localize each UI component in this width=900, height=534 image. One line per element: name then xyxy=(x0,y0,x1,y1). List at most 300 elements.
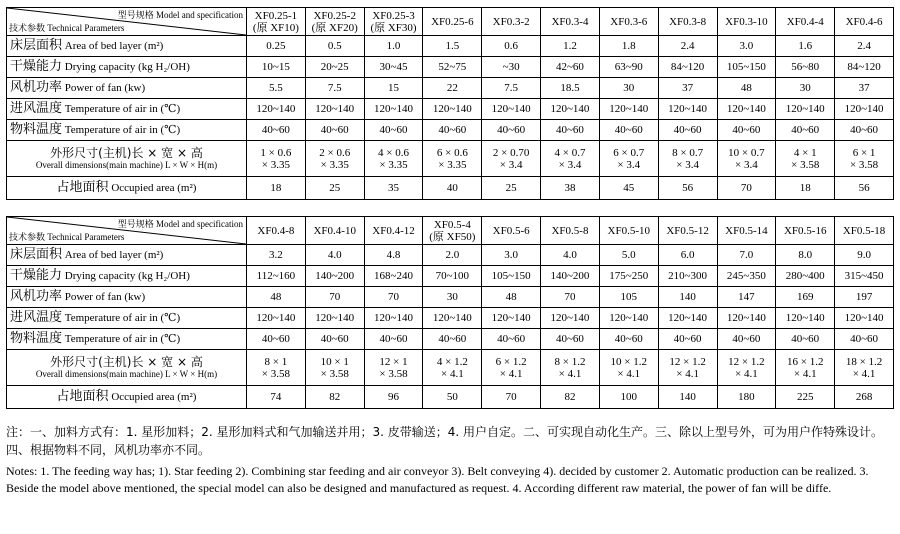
model-name: XF0.5-10 xyxy=(607,224,651,237)
dimension-value-cell xyxy=(482,350,541,386)
value-cell: 120~140 xyxy=(364,99,423,120)
dimension-line-1: 1 × 0.6 xyxy=(260,146,292,159)
value-cell: 84~120 xyxy=(658,57,717,78)
value-cell: 48 xyxy=(247,287,306,308)
header-param-label: 技术参数 Technical Parameters xyxy=(9,232,125,242)
dimension-line-2: × 4.1 xyxy=(793,367,817,380)
value-cell: 38 xyxy=(541,177,600,200)
param-label-zh: 床层面积 xyxy=(10,247,63,262)
dimension-value-cell xyxy=(717,141,776,177)
dimension-value-cell xyxy=(364,350,423,386)
param-label-cell xyxy=(7,266,247,287)
dimension-value-cell xyxy=(305,350,364,386)
dimension-line-1: 8 × 0.7 xyxy=(672,146,704,159)
value-cell: 105~150 xyxy=(482,266,541,287)
dimension-value-cell xyxy=(247,141,306,177)
value-cell: 120~140 xyxy=(599,99,658,120)
value-cell: 82 xyxy=(541,386,600,409)
value-cell: 120~140 xyxy=(717,99,776,120)
spec-table-1 xyxy=(6,7,894,200)
occupied-area-label-cell xyxy=(7,177,247,200)
param-label-zh: 干燥能力 xyxy=(10,268,63,283)
dimension-line-2: × 3.58 xyxy=(261,367,291,380)
model-header-row xyxy=(7,8,894,36)
dimension-value-cell xyxy=(482,141,541,177)
dimension-line-2: × 4.1 xyxy=(735,367,758,380)
param-label-zh: 风机功率 xyxy=(10,289,63,304)
value-cell: 40~60 xyxy=(599,120,658,141)
value-cell: 3.0 xyxy=(482,245,541,266)
value-cell: 120~140 xyxy=(305,308,364,329)
model-name: XF0.5-18 xyxy=(842,224,886,237)
value-cell: 30~45 xyxy=(364,57,423,78)
value-cell: 210~300 xyxy=(658,266,717,287)
param-row xyxy=(7,99,894,120)
occupied-area-label-cell xyxy=(7,386,247,409)
value-cell: 2.0 xyxy=(423,245,482,266)
value-cell: 1.8 xyxy=(599,36,658,57)
occupied-area-label-en: Occupied area (m²) xyxy=(111,182,197,194)
value-cell: 197 xyxy=(835,287,894,308)
param-row xyxy=(7,57,894,78)
value-cell: 70 xyxy=(541,287,600,308)
param-label-en: Drying capacity (kg H₂/OH) xyxy=(64,270,190,282)
value-cell: 40~60 xyxy=(835,329,894,350)
dimension-line-2: × 3.35 xyxy=(438,158,467,171)
header-diagonal-cell xyxy=(7,217,247,245)
value-cell: 105 xyxy=(599,287,658,308)
dimension-line-1: 2 × 0.70 xyxy=(492,146,530,159)
value-cell: 120~140 xyxy=(835,99,894,120)
value-cell: 18.5 xyxy=(541,78,600,99)
value-cell: 147 xyxy=(717,287,776,308)
dimension-line-2: × 3.4 xyxy=(499,158,523,171)
dimension-line-1: 16 × 1.2 xyxy=(786,355,824,368)
model-header-cell xyxy=(305,8,364,36)
dimension-line-1: 6 × 1 xyxy=(852,146,876,159)
dimension-line-2: × 4.1 xyxy=(852,367,876,380)
value-cell: 37 xyxy=(835,78,894,99)
dimension-line-2: × 3.35 xyxy=(261,158,291,171)
param-label-zh: 物料温度 xyxy=(10,331,63,346)
value-cell: 22 xyxy=(423,78,482,99)
value-cell: 0.25 xyxy=(247,36,306,57)
value-cell: 40~60 xyxy=(776,329,835,350)
value-cell: 15 xyxy=(364,78,423,99)
param-label-en: Temperature of air in (℃) xyxy=(64,312,181,324)
value-cell: 40~60 xyxy=(423,120,482,141)
model-name: XF0.4-8 xyxy=(257,224,295,237)
header-model-label: 型号规格 Model and specification xyxy=(117,10,243,20)
value-cell: 40~60 xyxy=(247,120,306,141)
value-cell: 70 xyxy=(717,177,776,200)
dimension-line-2: × 3.58 xyxy=(320,367,349,380)
model-name: XF0.5-8 xyxy=(551,224,589,237)
value-cell: 140 xyxy=(658,386,717,409)
value-cell: 120~140 xyxy=(599,308,658,329)
value-cell: 105~150 xyxy=(717,57,776,78)
value-cell: 30 xyxy=(599,78,658,99)
value-cell: 52~75 xyxy=(423,57,482,78)
value-cell: 3.0 xyxy=(717,36,776,57)
model-name: XF0.3-10 xyxy=(725,15,768,28)
notes-section xyxy=(6,423,894,497)
dimension-line-1: 6 × 0.6 xyxy=(436,146,468,159)
param-label-en: Temperature of air in (℃) xyxy=(64,103,181,115)
model-name: XF0.4-10 xyxy=(313,224,356,237)
dimension-line-2: × 3.35 xyxy=(320,158,349,171)
dimension-line-2: × 3.4 xyxy=(558,158,582,171)
value-cell: 120~140 xyxy=(247,99,306,120)
model-header-cell xyxy=(364,217,423,245)
dimensions-label-cell xyxy=(7,350,247,386)
value-cell: 120~140 xyxy=(423,308,482,329)
model-header-cell xyxy=(364,8,423,36)
value-cell: 40~60 xyxy=(423,329,482,350)
value-cell: 120~140 xyxy=(482,99,541,120)
dimension-line-2: × 4.1 xyxy=(440,367,464,380)
value-cell: 1.0 xyxy=(364,36,423,57)
value-cell: 70~100 xyxy=(423,266,482,287)
value-cell: 25 xyxy=(305,177,364,200)
model-former-name: (原 XF30) xyxy=(370,21,417,34)
value-cell: 169 xyxy=(776,287,835,308)
value-cell: 3.2 xyxy=(247,245,306,266)
model-name: XF0.4-4 xyxy=(786,15,824,28)
dimension-line-1: 12 × 1 xyxy=(379,355,408,368)
model-header-cell xyxy=(541,8,600,36)
model-name: XF0.4-6 xyxy=(845,15,883,28)
param-row xyxy=(7,266,894,287)
param-label-cell xyxy=(7,329,247,350)
value-cell: 40~60 xyxy=(658,120,717,141)
spec-table-2 xyxy=(6,216,894,409)
value-cell: 1.6 xyxy=(776,36,835,57)
value-cell: 4.0 xyxy=(305,245,364,266)
value-cell: 120~140 xyxy=(835,308,894,329)
value-cell: 30 xyxy=(776,78,835,99)
param-label-cell xyxy=(7,308,247,329)
model-name: XF0.4-12 xyxy=(372,224,415,237)
model-header-cell xyxy=(423,217,482,245)
model-header-row xyxy=(7,217,894,245)
param-row xyxy=(7,120,894,141)
param-label-en: Area of bed layer (m²) xyxy=(64,249,164,261)
model-name: XF0.25-1 xyxy=(254,9,298,22)
occupied-area-label-zh: 占地面积 xyxy=(56,180,109,195)
param-row xyxy=(7,287,894,308)
model-header-cell xyxy=(599,8,658,36)
param-label-zh: 进风温度 xyxy=(10,310,63,325)
value-cell: 40~60 xyxy=(541,329,600,350)
dimension-value-cell xyxy=(599,350,658,386)
dimension-value-cell xyxy=(541,141,600,177)
value-cell: 120~140 xyxy=(776,308,835,329)
model-header-cell xyxy=(717,217,776,245)
dimension-line-2: × 3.4 xyxy=(735,158,758,171)
header-diagonal-cell xyxy=(7,8,247,36)
value-cell: 40~60 xyxy=(364,120,423,141)
dimension-value-cell xyxy=(835,141,894,177)
value-cell: 168~240 xyxy=(364,266,423,287)
param-label-zh: 干燥能力 xyxy=(10,59,63,74)
value-cell: 0.6 xyxy=(482,36,541,57)
value-cell: 112~160 xyxy=(247,266,306,287)
dimension-line-2: × 4.1 xyxy=(499,367,523,380)
dimension-line-1: 4 × 0.6 xyxy=(378,146,410,159)
param-label-en: Power of fan (kw) xyxy=(64,291,146,303)
model-header-cell xyxy=(423,8,482,36)
value-cell: 40~60 xyxy=(247,329,306,350)
dimension-line-1: 2 × 0.6 xyxy=(319,146,351,159)
value-cell: 2.4 xyxy=(835,36,894,57)
value-cell: 48 xyxy=(717,78,776,99)
value-cell: 63~90 xyxy=(599,57,658,78)
value-cell: 40~60 xyxy=(364,329,423,350)
value-cell: 140~200 xyxy=(305,266,364,287)
model-header-cell xyxy=(247,217,306,245)
value-cell: 120~140 xyxy=(364,308,423,329)
value-cell: 20~25 xyxy=(305,57,364,78)
value-cell: 6.0 xyxy=(658,245,717,266)
param-label-zh: 物料温度 xyxy=(10,122,63,137)
value-cell: 9.0 xyxy=(835,245,894,266)
dimensions-label-zh: 外形尺寸(主机)长 × 宽 × 高 xyxy=(50,354,203,369)
model-name: XF0.3-4 xyxy=(551,15,589,28)
value-cell: 175~250 xyxy=(599,266,658,287)
value-cell: 74 xyxy=(247,386,306,409)
model-header-cell xyxy=(776,8,835,36)
dimension-value-cell xyxy=(717,350,776,386)
dimensions-label-en: Overall dimensions(main machine) L × W × H(m) xyxy=(35,159,218,170)
value-cell: 40~60 xyxy=(482,120,541,141)
value-cell: 120~140 xyxy=(247,308,306,329)
model-header-cell xyxy=(658,8,717,36)
model-header-cell xyxy=(658,217,717,245)
dimension-line-1: 10 × 1 xyxy=(320,355,349,368)
value-cell: 30 xyxy=(423,287,482,308)
value-cell: 4.0 xyxy=(541,245,600,266)
value-cell: 120~140 xyxy=(658,308,717,329)
dimension-line-1: 12 × 1.2 xyxy=(669,355,706,368)
dimension-line-2: × 3.4 xyxy=(617,158,641,171)
dimension-value-cell xyxy=(658,141,717,177)
dimension-value-cell xyxy=(247,350,306,386)
value-cell: 18 xyxy=(247,177,306,200)
occupied-area-label-zh: 占地面积 xyxy=(56,389,109,404)
dimensions-row xyxy=(7,350,894,386)
occupied-area-row xyxy=(7,177,894,200)
model-header-cell xyxy=(482,217,541,245)
model-name: XF0.3-6 xyxy=(610,15,648,28)
param-label-en: Temperature of air in (℃) xyxy=(64,333,181,345)
param-label-en: Temperature of air in (℃) xyxy=(64,124,181,136)
value-cell: 18 xyxy=(776,177,835,200)
value-cell: 40~60 xyxy=(541,120,600,141)
value-cell: 56 xyxy=(835,177,894,200)
value-cell: 42~60 xyxy=(541,57,600,78)
value-cell: 82 xyxy=(305,386,364,409)
value-cell: 120~140 xyxy=(482,308,541,329)
model-header-cell xyxy=(482,8,541,36)
header-param-label: 技术参数 Technical Parameters xyxy=(9,23,125,33)
value-cell: ~30 xyxy=(482,57,541,78)
param-label-cell xyxy=(7,57,247,78)
param-row xyxy=(7,36,894,57)
model-header-cell xyxy=(835,217,894,245)
model-name: XF0.3-2 xyxy=(492,15,530,28)
model-name: XF0.3-8 xyxy=(669,15,707,28)
dimension-line-1: 4 × 0.7 xyxy=(554,146,586,159)
param-label-zh: 床层面积 xyxy=(10,38,63,53)
dimension-line-2: × 3.4 xyxy=(676,158,699,171)
dimension-line-1: 6 × 1.2 xyxy=(495,355,527,368)
value-cell: 4.8 xyxy=(364,245,423,266)
param-label-cell xyxy=(7,78,247,99)
param-label-en: Power of fan (kw) xyxy=(64,82,146,94)
dimensions-label-en: Overall dimensions(main machine) L × W × H(m) xyxy=(35,368,218,379)
model-name: XF0.5-6 xyxy=(492,224,530,237)
dimension-line-1: 8 × 1.2 xyxy=(554,355,586,368)
value-cell: 225 xyxy=(776,386,835,409)
dimension-line-1: 12 × 1.2 xyxy=(728,355,765,368)
value-cell: 280~400 xyxy=(776,266,835,287)
param-row xyxy=(7,245,894,266)
value-cell: 40~60 xyxy=(717,329,776,350)
value-cell: 120~140 xyxy=(717,308,776,329)
dimension-line-2: × 3.58 xyxy=(849,158,879,171)
value-cell: 40~60 xyxy=(305,120,364,141)
value-cell: 120~140 xyxy=(305,99,364,120)
model-name: XF0.5-4 xyxy=(433,218,471,231)
value-cell: 56 xyxy=(658,177,717,200)
value-cell: 7.5 xyxy=(305,78,364,99)
value-cell: 315~450 xyxy=(835,266,894,287)
dimension-line-1: 18 × 1.2 xyxy=(845,355,883,368)
param-label-cell xyxy=(7,287,247,308)
param-label-zh: 风机功率 xyxy=(10,80,63,95)
dimension-value-cell xyxy=(305,141,364,177)
model-header-cell xyxy=(835,8,894,36)
model-name: XF0.5-16 xyxy=(783,224,827,237)
value-cell: 37 xyxy=(658,78,717,99)
model-former-name: (原 XF10) xyxy=(252,21,299,34)
dimension-value-cell xyxy=(423,141,482,177)
dimension-value-cell xyxy=(423,350,482,386)
value-cell: 96 xyxy=(364,386,423,409)
value-cell: 40~60 xyxy=(776,120,835,141)
dimension-value-cell xyxy=(364,141,423,177)
dimension-line-1: 10 × 1.2 xyxy=(610,355,648,368)
value-cell: 1.2 xyxy=(541,36,600,57)
model-name: XF0.25-3 xyxy=(372,9,415,22)
model-name: XF0.5-14 xyxy=(725,224,768,237)
dimension-line-1: 6 × 0.7 xyxy=(613,146,645,159)
dimension-line-2: × 3.58 xyxy=(379,367,408,380)
value-cell: 180 xyxy=(717,386,776,409)
model-header-cell xyxy=(247,8,306,36)
occupied-area-label-en: Occupied area (m²) xyxy=(111,391,197,403)
notes-english: Notes: 1. The feeding way has; 1). Star feeding 2). Combining star feeding and air conveyor 3). Belt conveying 4). decided by customer 2. Automatic production can be realized. 3. Beside the model above mentioned, the special model can also be designed and manufactured as request. 4. According different raw material, the power of fan will be diffe. xyxy=(6,464,869,495)
value-cell: 40~60 xyxy=(658,329,717,350)
model-name: XF0.5-12 xyxy=(666,224,709,237)
notes-chinese: 注：一、加料方式有：1. 星形加料；2. 星形加料式和气加输送并用；3. 皮带输送；4. 用户自定。二、可实现自动化生产。三、除以上型号外，可为用户作特殊设计。四、根据物料不同，风机功率亦不同。 xyxy=(6,425,884,457)
value-cell: 140~200 xyxy=(541,266,600,287)
param-label-en: Area of bed layer (m²) xyxy=(64,40,164,52)
header-model-label: 型号规格 Model and specification xyxy=(117,219,243,229)
param-label-zh: 进风温度 xyxy=(10,101,63,116)
model-name: XF0.25-2 xyxy=(313,9,356,22)
model-header-cell xyxy=(717,8,776,36)
value-cell: 100 xyxy=(599,386,658,409)
value-cell: 70 xyxy=(364,287,423,308)
dimensions-row xyxy=(7,141,894,177)
value-cell: 40~60 xyxy=(835,120,894,141)
value-cell: 10~15 xyxy=(247,57,306,78)
dimension-value-cell xyxy=(776,350,835,386)
value-cell: 84~120 xyxy=(835,57,894,78)
value-cell: 120~140 xyxy=(541,308,600,329)
value-cell: 70 xyxy=(305,287,364,308)
param-label-en: Drying capacity (kg H₂/OH) xyxy=(64,61,190,73)
dimension-line-2: × 4.1 xyxy=(676,367,699,380)
value-cell: 40~60 xyxy=(482,329,541,350)
value-cell: 40~60 xyxy=(717,120,776,141)
value-cell: 5.0 xyxy=(599,245,658,266)
value-cell: 8.0 xyxy=(776,245,835,266)
dimension-line-1: 4 × 1.2 xyxy=(436,355,468,368)
value-cell: 40~60 xyxy=(305,329,364,350)
value-cell: 0.5 xyxy=(305,36,364,57)
value-cell: 7.0 xyxy=(717,245,776,266)
value-cell: 50 xyxy=(423,386,482,409)
model-name: XF0.25-6 xyxy=(431,15,474,28)
model-header-cell xyxy=(305,217,364,245)
dimension-line-2: × 4.1 xyxy=(617,367,641,380)
dimension-line-1: 8 × 1 xyxy=(264,355,288,368)
value-cell: 268 xyxy=(835,386,894,409)
dimension-line-1: 4 × 1 xyxy=(793,146,817,159)
dimension-line-2: × 4.1 xyxy=(558,367,582,380)
dimension-value-cell xyxy=(541,350,600,386)
value-cell: 40~60 xyxy=(599,329,658,350)
value-cell: 45 xyxy=(599,177,658,200)
param-label-cell xyxy=(7,36,247,57)
param-row xyxy=(7,329,894,350)
param-row xyxy=(7,78,894,99)
value-cell: 25 xyxy=(482,177,541,200)
value-cell: 2.4 xyxy=(658,36,717,57)
dimension-value-cell xyxy=(658,350,717,386)
value-cell: 48 xyxy=(482,287,541,308)
value-cell: 120~140 xyxy=(776,99,835,120)
dimensions-label-zh: 外形尺寸(主机)长 × 宽 × 高 xyxy=(50,145,203,160)
dimensions-label-cell xyxy=(7,141,247,177)
dimension-line-1: 10 × 0.7 xyxy=(728,146,765,159)
occupied-area-row xyxy=(7,386,894,409)
value-cell: 245~350 xyxy=(717,266,776,287)
model-header-cell xyxy=(776,217,835,245)
value-cell: 35 xyxy=(364,177,423,200)
value-cell: 70 xyxy=(482,386,541,409)
value-cell: 56~80 xyxy=(776,57,835,78)
param-row xyxy=(7,308,894,329)
value-cell: 140 xyxy=(658,287,717,308)
value-cell: 120~140 xyxy=(658,99,717,120)
param-label-cell xyxy=(7,245,247,266)
value-cell: 120~140 xyxy=(541,99,600,120)
param-label-cell xyxy=(7,120,247,141)
